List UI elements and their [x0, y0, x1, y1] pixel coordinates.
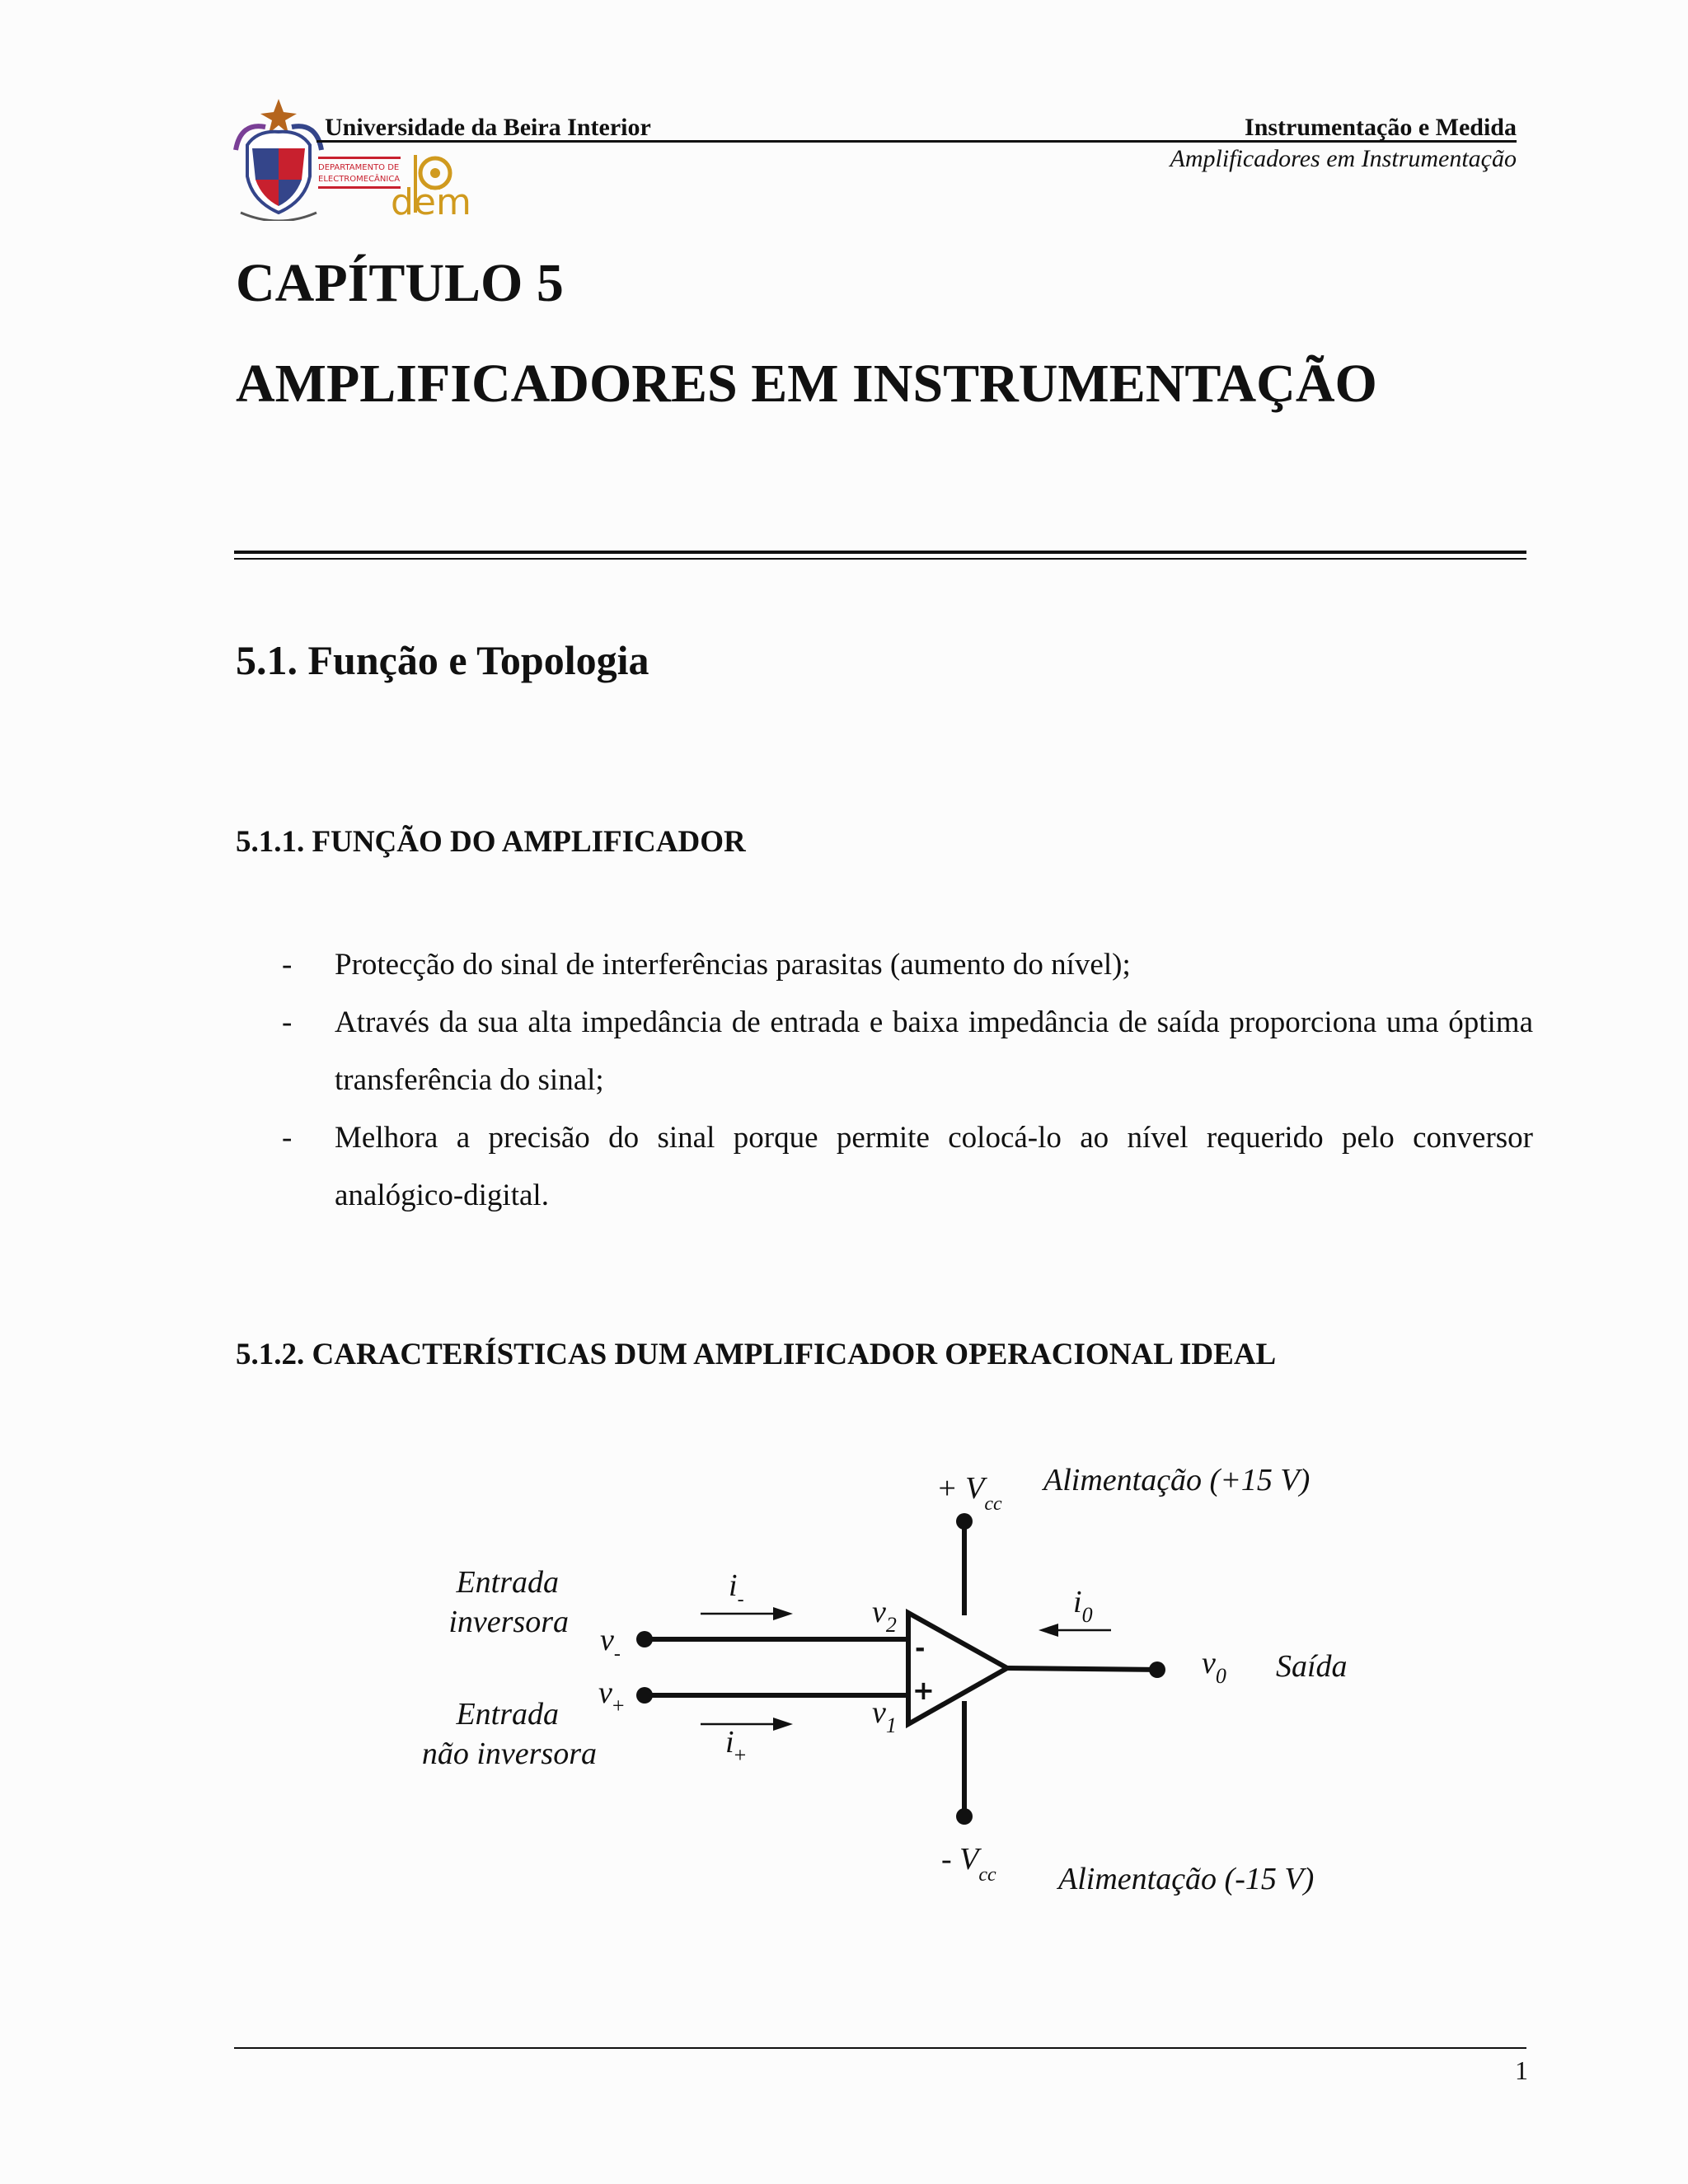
v-plus-label: v: [598, 1675, 612, 1710]
footer-rule: [234, 2047, 1526, 2049]
svg-text:i-: $i_-$: [729, 1568, 744, 1610]
list-item: - Protecção do sinal de interferências parasitas (aumento do nível);: [282, 948, 1131, 982]
input-noninv-label: Entrada: [456, 1697, 559, 1732]
list-item: - Através da sua alta impedância de entrada e baixa impedância de saída proporciona uma óptima transferência do sinal;: [282, 1005, 1533, 1097]
svg-text:v-: $v_-$: [600, 1623, 621, 1665]
supply-pos-label: Alimentação (+15 V): [1043, 1463, 1311, 1497]
svg-text:- Vcc: - $V_{cc}$: [941, 1842, 996, 1886]
subsection-title: 5.1.2. CARACTERÍSTICAS DUM AMPLIFICADOR OPERACIONAL IDEAL: [236, 1338, 1277, 1371]
page-number: 1: [1515, 2055, 1528, 2085]
terminal-dot: [956, 1808, 973, 1825]
terminal-dot: [636, 1687, 653, 1704]
svg-text:v0: $v_0$: [1202, 1646, 1226, 1688]
svg-text:v1: $v_1$: [872, 1695, 897, 1737]
svg-text:+ Vcc: + $V_{cc}$: [936, 1471, 1002, 1515]
arrowhead: [1039, 1624, 1058, 1637]
input-noninv-label: não inversora: [421, 1736, 597, 1771]
chapter-number: CAPÍTULO 5: [236, 253, 564, 313]
v1-label: v: [872, 1695, 886, 1730]
v-minus-label: v: [600, 1623, 614, 1657]
inverting-sign: -: [915, 1634, 926, 1663]
header-subtitle: Amplificadores em Instrumentação: [1170, 145, 1517, 172]
section-title: 5.1. Função e Topologia: [236, 637, 649, 683]
list-item: - Melhora a precisão do sinal porque permite colocá-lo ao nível requerido pelo conversor analógico-digital.: [282, 1121, 1533, 1212]
i-minus-label: i: [729, 1568, 738, 1603]
svg-text:i+: $i_+$: [725, 1725, 747, 1767]
svg-text:v2: $v_2$: [872, 1595, 897, 1637]
chapter-title: AMPLIFICADORES EM INSTRUMENTAÇÃO: [236, 354, 1377, 414]
svg-text:dem: dem: [391, 181, 471, 221]
i0-label: i: [1073, 1585, 1082, 1619]
opamp-triangle: [908, 1613, 1007, 1724]
v0-label: v: [1202, 1646, 1216, 1680]
input-inv-label: inversora: [448, 1605, 569, 1639]
arrowhead: [773, 1718, 793, 1731]
subsection-title: 5.1.1. FUNÇÃO DO AMPLIFICADOR: [236, 825, 746, 859]
supply-neg-label: Alimentação (-15 V): [1058, 1862, 1315, 1896]
output-label: Saída: [1276, 1649, 1348, 1684]
v2-label: v: [872, 1595, 886, 1629]
terminal-dot: [956, 1513, 973, 1530]
svg-text:ELECTROMECÂNICA: ELECTROMECÂNICA: [318, 175, 401, 184]
svg-text:DEPARTAMENTO DE: DEPARTAMENTO DE: [318, 163, 400, 172]
wire: [1007, 1668, 1157, 1670]
i-plus-label: i: [725, 1725, 734, 1760]
svg-text:v+: $v_+$: [598, 1675, 625, 1718]
noninverting-sign: +: [912, 1675, 935, 1706]
terminal-dot: [1149, 1661, 1165, 1678]
vcc-neg-label: - V: [941, 1842, 979, 1877]
vcc-pos-label: + V: [936, 1471, 985, 1506]
svg-text:i0: $i_0$: [1073, 1585, 1093, 1627]
terminal-dot: [636, 1631, 653, 1647]
university-name: Universidade da Beira Interior: [325, 114, 651, 141]
input-inv-label: Entrada: [456, 1565, 559, 1600]
arrowhead: [773, 1607, 793, 1620]
course-name: Instrumentação e Medida: [1245, 114, 1517, 141]
